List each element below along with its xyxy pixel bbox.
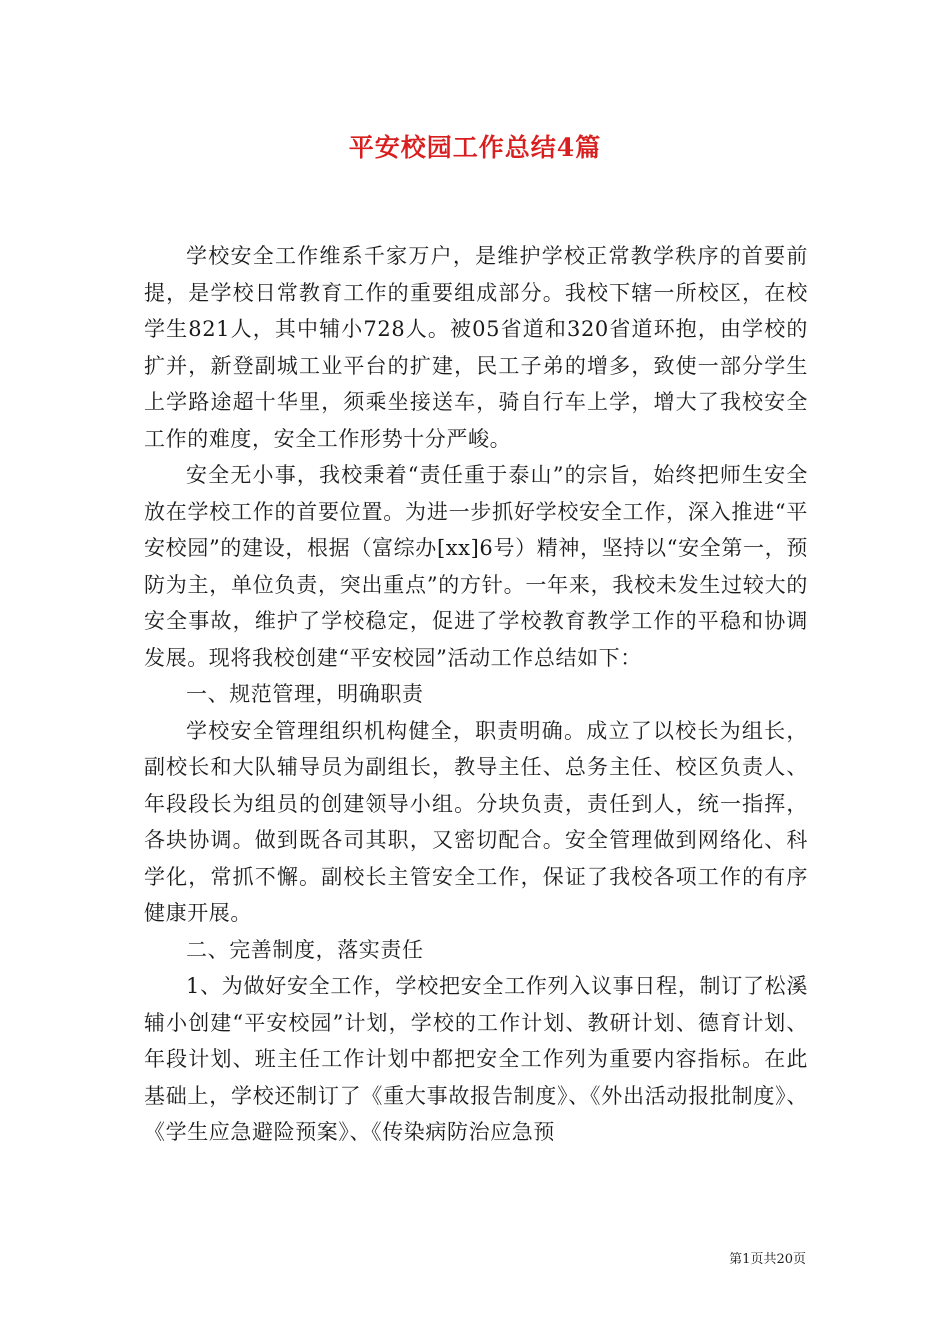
document-body xyxy=(144,238,808,1151)
paragraph-safety-policy: 安全无小事，我校秉着“责任重于泰山”的宗旨，始终把师生安全放在学校工作的首要位置。为进一步抓好学校安全工作，深入推进“平安校园”的建设，根据（富综办[xx]6号）精神，坚持以“安全第一，预防为主，单位负责，突出重点”的方针。一年来，我校未发生过较大的安全事故，维护了学校稳定，促进了学校教育教学工作的平稳和协调发展。现将我校创建“平安校园”活动工作总结如下： xyxy=(144,463,808,670)
section-heading-management: 一、规范管理，明确职责 xyxy=(186,682,424,706)
paragraph-system: 1、为做好安全工作，学校把安全工作列入议事日程，制订了松溪辅小创建“平安校园”计划，学校的工作计划、教研计划、德育计划、年段计划、班主任工作计划中都把安全工作列为重要内容指标。在此基础上，学校还制订了《重大事故报告制度》、《外出活动报批制度》、《学生应急避险预案》、《传染病防治应急预 xyxy=(144,974,808,1144)
paragraph-intro: 学校安全工作维系千家万户，是维护学校正常教学秩序的首要前提，是学校日常教育工作的重要组成部分。我校下辖一所校区，在校学生821人，其中辅小728人。被05省道和320省道环抱，由学校的扩并，新登副城工业平台的扩建，民工子弟的增多，致使一部分学生上学路途超十华里，须乘坐接送车，骑自行车上学，增大了我校安全工作的难度，安全工作形势十分严峻。 xyxy=(144,244,808,451)
section-heading-system: 二、完善制度，落实责任 xyxy=(186,937,424,962)
page-number: 第1页共20页 xyxy=(729,1252,806,1267)
document-title: 平安校园工作总结4篇 xyxy=(348,133,602,162)
paragraph-management: 学校安全管理组织机构健全，职责明确。成立了以校长为组长，副校长和大队辅导员为副组长，教导主任、总务主任、校区负责人、年段段长为组员的创建领导小组。分块负责，责任到人，统一指挥，各块协调。做到既各司其职，又密切配合。安全管理做到网络化、科学化，常抓不懈。副校长主管安全工作，保证了我校各项工作的有序健康开展。 xyxy=(144,718,808,925)
